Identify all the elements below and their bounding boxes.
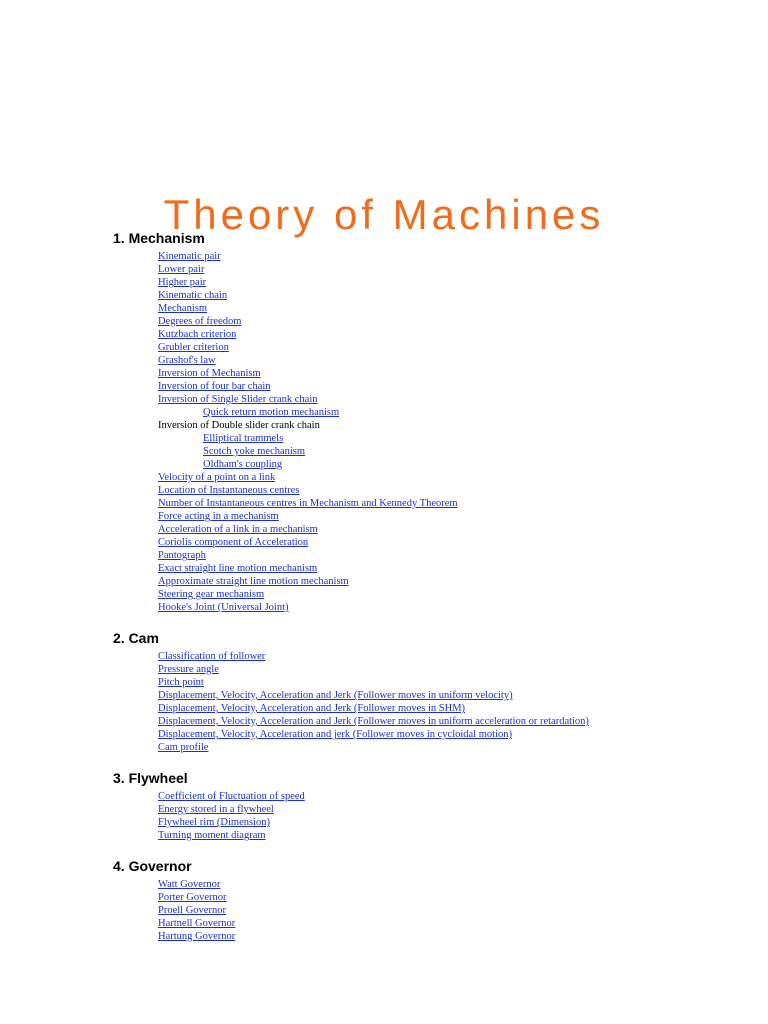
toc-list-item: [158, 523, 458, 536]
toc-list-item: [158, 562, 458, 575]
toc-list-item: [158, 419, 458, 432]
toc-link[interactable]: Oldham's coupling: [203, 459, 283, 470]
toc-list-item: [158, 328, 458, 341]
toc-link[interactable]: Inversion of four bar chain: [158, 381, 271, 392]
toc-link[interactable]: Elliptical trammels: [203, 433, 284, 444]
toc-list-item: [158, 829, 305, 842]
toc-list-item: [158, 878, 235, 891]
toc-list-item: [158, 702, 589, 715]
toc-link[interactable]: Pressure angle: [158, 664, 219, 675]
toc-list-item: [158, 393, 458, 406]
toc-list-item: [158, 276, 458, 289]
document-title: Theory of Machines: [163, 191, 605, 239]
toc-link[interactable]: Grashof's law: [158, 355, 216, 366]
toc-list-item: [158, 891, 235, 904]
toc-list-item: [158, 790, 305, 803]
toc-list-item: [158, 289, 458, 302]
toc-link[interactable]: Watt Governor: [158, 879, 221, 890]
toc-link[interactable]: Displacement, Velocity, Acceleration and Jerk (Follower moves in SHM): [158, 703, 466, 714]
toc-link[interactable]: Displacement, Velocity, Acceleration and Jerk (Follower moves in uniform acceleration or retardation): [158, 716, 589, 727]
toc-list-item: [158, 917, 235, 930]
toc-list-item: [158, 471, 458, 484]
toc-link[interactable]: Higher pair: [158, 277, 207, 288]
section-heading-cam: 2. Cam: [113, 630, 159, 646]
toc-link[interactable]: Steering gear mechanism: [158, 589, 265, 600]
toc-list-item: [158, 549, 458, 562]
toc-list-item: [158, 367, 458, 380]
toc-list-item: [158, 458, 458, 471]
toc-list-item: [158, 676, 589, 689]
toc-list-item: [158, 497, 458, 510]
toc-link[interactable]: Lower pair: [158, 264, 205, 275]
toc-link[interactable]: Displacement, Velocity, Acceleration and Jerk (Follower moves in uniform velocity): [158, 690, 513, 701]
toc-link[interactable]: Kinematic pair: [158, 251, 221, 262]
toc-list-item: [158, 715, 589, 728]
toc-list-item: [158, 315, 458, 328]
section-heading-governor: 4. Governor: [113, 858, 192, 874]
toc-link[interactable]: Mechanism: [158, 303, 207, 314]
toc-link[interactable]: Turning moment diagram: [158, 830, 266, 841]
toc-link[interactable]: Kutzbach criterion: [158, 329, 237, 340]
toc-link[interactable]: Quick return motion mechanism: [203, 407, 340, 418]
toc-link[interactable]: Exact straight line motion mechanism: [158, 563, 318, 574]
toc-list-item: [158, 663, 589, 676]
toc-link[interactable]: Kinematic chain: [158, 290, 228, 301]
toc-link[interactable]: Flywheel rim (Dimension): [158, 817, 270, 828]
toc-link[interactable]: Coriolis component of Acceleration: [158, 537, 309, 548]
toc-list-item: [158, 250, 458, 263]
toc-list-item: [158, 728, 589, 741]
toc-link[interactable]: Inversion of Single Slider crank chain: [158, 394, 318, 405]
toc-link[interactable]: Pantograph: [158, 550, 206, 561]
toc-link[interactable]: Porter Governor: [158, 892, 227, 903]
toc-list-item: [158, 406, 458, 419]
toc-link[interactable]: Degrees of freedom: [158, 316, 242, 327]
toc-link[interactable]: Inversion of Mechanism: [158, 368, 261, 379]
toc-link[interactable]: Approximate straight line motion mechanism: [158, 576, 349, 587]
toc-list-item: [158, 484, 458, 497]
toc-list-cam: [158, 650, 589, 754]
toc-list-item: [158, 588, 458, 601]
toc-list-item: [158, 689, 589, 702]
toc-list-flywheel: [158, 790, 305, 842]
toc-link[interactable]: Scotch yoke mechanism: [203, 446, 306, 457]
toc-list-mechanism: [158, 250, 458, 614]
toc-list-item: [158, 445, 458, 458]
section-heading-flywheel: 3. Flywheel: [113, 770, 188, 786]
toc-link[interactable]: Hartung Governor: [158, 931, 236, 942]
toc-link[interactable]: Cam profile: [158, 742, 209, 753]
section-heading-mechanism: 1. Mechanism: [113, 230, 205, 246]
toc-list-item: [158, 601, 458, 614]
toc-list-item: [158, 302, 458, 315]
toc-link[interactable]: Displacement, Velocity, Acceleration and jerk (Follower moves in cycloidal motion): [158, 729, 512, 740]
toc-list-item: [158, 380, 458, 393]
toc-list-item: [158, 741, 589, 754]
toc-list-item: [158, 432, 458, 445]
toc-list-item: [158, 575, 458, 588]
toc-link[interactable]: Velocity of a point on a link: [158, 472, 276, 483]
toc-link[interactable]: Force acting in a mechanism: [158, 511, 279, 522]
toc-link[interactable]: Hartnell Governor: [158, 918, 236, 929]
toc-link[interactable]: Acceleration of a link in a mechanism: [158, 524, 318, 535]
toc-link[interactable]: Location of Instantaneous centres: [158, 485, 300, 496]
toc-link[interactable]: Number of Instantaneous centres in Mechanism and Kennedy Theorem: [158, 498, 458, 509]
toc-text: Inversion of Double slider crank chain: [158, 420, 320, 431]
toc-link[interactable]: Pitch point: [158, 677, 204, 688]
toc-list-item: [158, 341, 458, 354]
toc-link[interactable]: Classification of follower: [158, 651, 266, 662]
toc-link[interactable]: Energy stored in a flywheel: [158, 804, 274, 815]
toc-link[interactable]: Coefficient of Fluctuation of speed: [158, 791, 305, 802]
toc-list-item: [158, 263, 458, 276]
toc-link[interactable]: Grubler criterion: [158, 342, 229, 353]
toc-list-governor: [158, 878, 235, 943]
toc-list-item: [158, 904, 235, 917]
toc-list-item: [158, 536, 458, 549]
toc-link[interactable]: Proell Governor: [158, 905, 226, 916]
toc-list-item: [158, 650, 589, 663]
toc-list-item: [158, 803, 305, 816]
toc-list-item: [158, 510, 458, 523]
toc-list-item: [158, 930, 235, 943]
toc-link[interactable]: Hooke's Joint (Universal Joint): [158, 602, 289, 613]
toc-list-item: [158, 816, 305, 829]
toc-list-item: [158, 354, 458, 367]
